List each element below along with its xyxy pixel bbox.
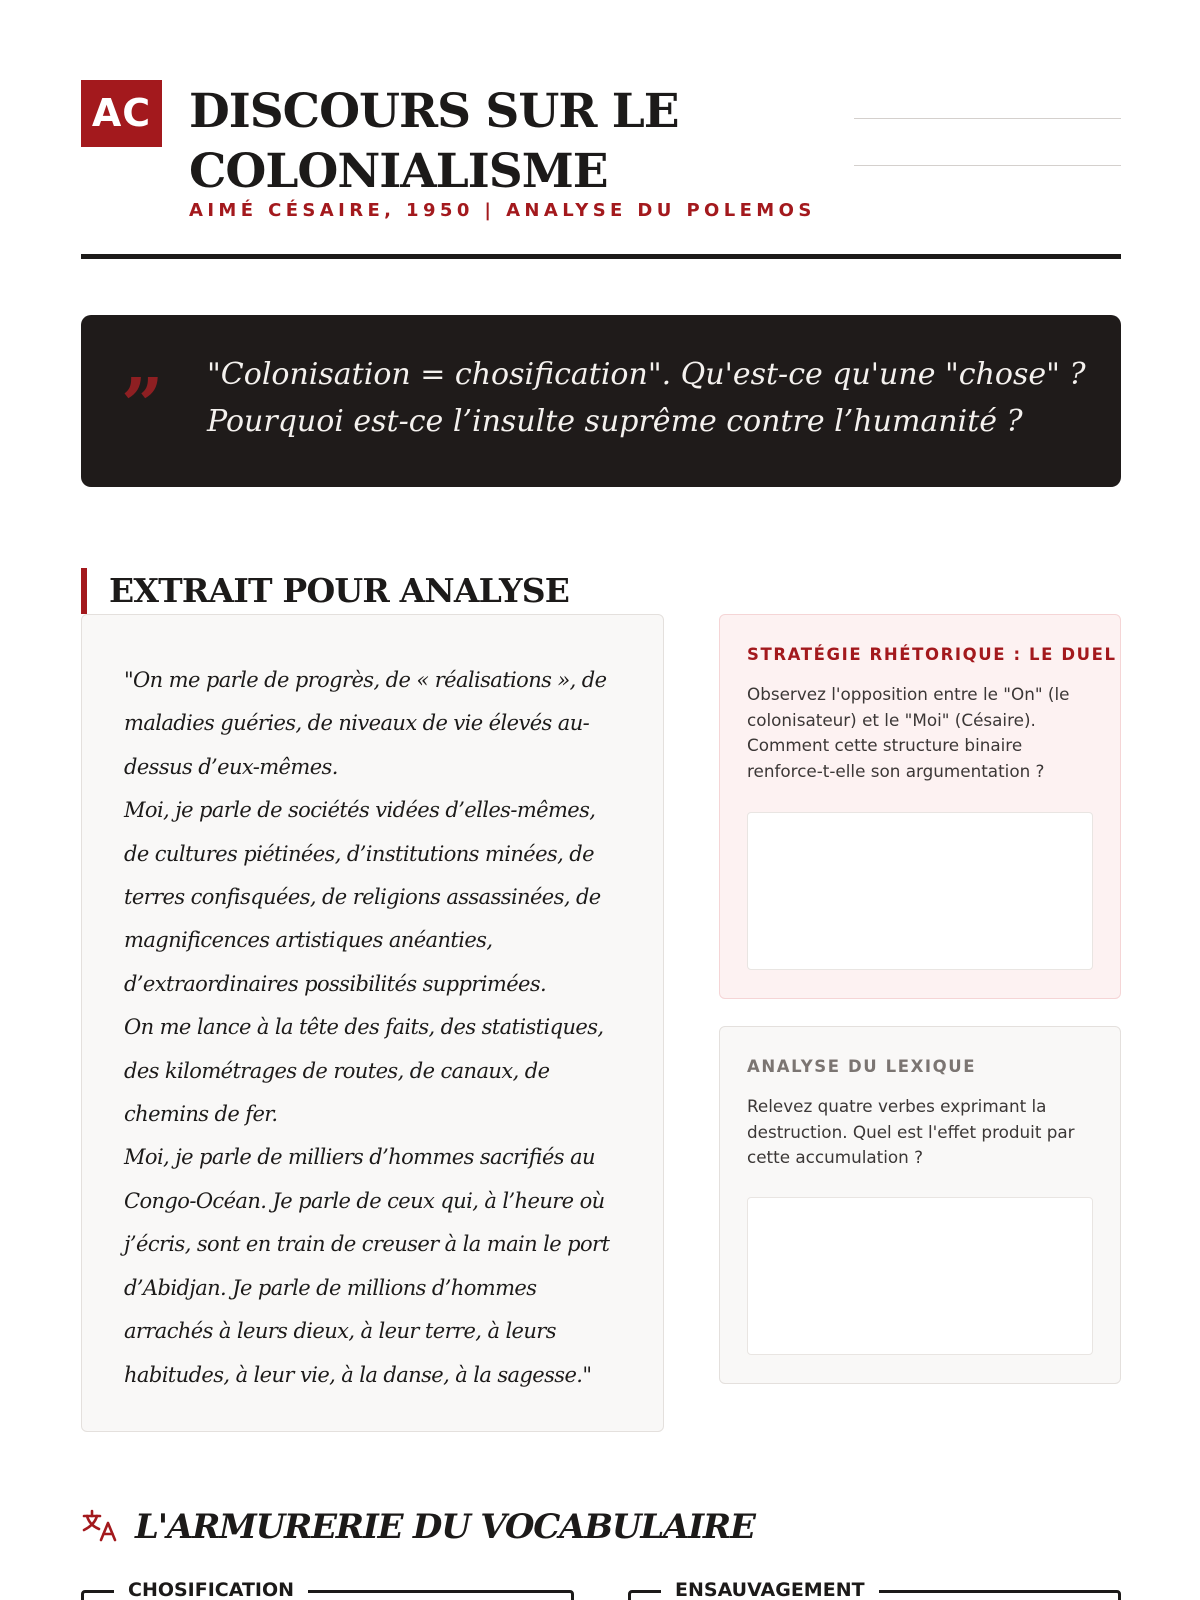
extract-heading: EXTRAIT POUR ANALYSE <box>81 568 569 614</box>
author-logo: AC <box>81 80 162 147</box>
quote-text: "Colonisation = chosification". Qu'est-ce qu'une "chose" ? Pourquoi est-ce l’insulte suprême contre l’humanité ? <box>207 357 1086 439</box>
excerpt-text: "On me parle de progrès, de « réalisations », de maladies guéries, de niveaux de vie élevés au-dessus d’eux-mêmes. Moi, je parle de sociétés vidées d’elles-mêmes, de cultures piétinées, d’institutions minées, de terres confisquées, de religions assassinées, de magnificences artistiques anéanties, d’extraordinaires possibilités supprimées. On me lance à la tête des faits, des statistiques, des kilométrages de routes, de canaux, de chemins de fer. Moi, je parle de milliers d’hommes sacrifiés au Congo-Océan. Je parle de ceux qui, à l’heure où j’écris, sont en train de creuser à la main le port d’Abidjan. Je parle de millions d’hommes arrachés à leurs dieux, à leur terre, à leurs habitudes, à leur vie, à la danse, à la sagesse." <box>124 668 610 1387</box>
header-rule <box>81 254 1121 259</box>
lexique-prompt: Relevez quatre verbes exprimant la destruction. Quel est l'effet produit par cette accumulation ? <box>747 1096 1075 1167</box>
rhetoric-card <box>719 614 1121 999</box>
quote-icon: ” <box>121 363 164 449</box>
excerpt-box <box>81 614 664 1432</box>
translate-icon <box>81 1506 119 1544</box>
lexique-card <box>719 1026 1121 1384</box>
lexique-title: ANALYSE DU LEXIQUE <box>747 1057 977 1076</box>
vocabulary-title: L'ARMURERIE DU VOCABULAIRE <box>135 1507 755 1547</box>
rhetoric-answer-field[interactable] <box>747 812 1093 970</box>
student-class-line <box>854 165 1121 166</box>
page-subtitle: AIMÉ CÉSAIRE, 1950 | ANALYSE DU POLEMOS <box>189 200 816 221</box>
worksheet-header <box>81 80 1121 260</box>
lexique-answer-field[interactable] <box>747 1197 1093 1355</box>
vocab-label: ENSAUVAGEMENT <box>661 1576 879 1600</box>
vocab-card-chosification <box>81 1579 574 1600</box>
rhetoric-title: STRATÉGIE RHÉTORIQUE : LE DUEL <box>747 645 1117 664</box>
student-name-line <box>854 118 1121 119</box>
page-title: DISCOURS SUR LE COLONIALISME <box>189 84 679 199</box>
rhetoric-prompt: Observez l'opposition entre le "On" (le colonisateur) et le "Moi" (Césaire). Comment cette structure binaire renforce-t-elle son argumentation ? <box>747 684 1070 781</box>
worksheet-page <box>81 0 1121 1600</box>
vocab-label: CHOSIFICATION <box>114 1576 308 1600</box>
quote-banner <box>81 315 1121 487</box>
vocab-card-ensauvagement <box>628 1579 1121 1600</box>
